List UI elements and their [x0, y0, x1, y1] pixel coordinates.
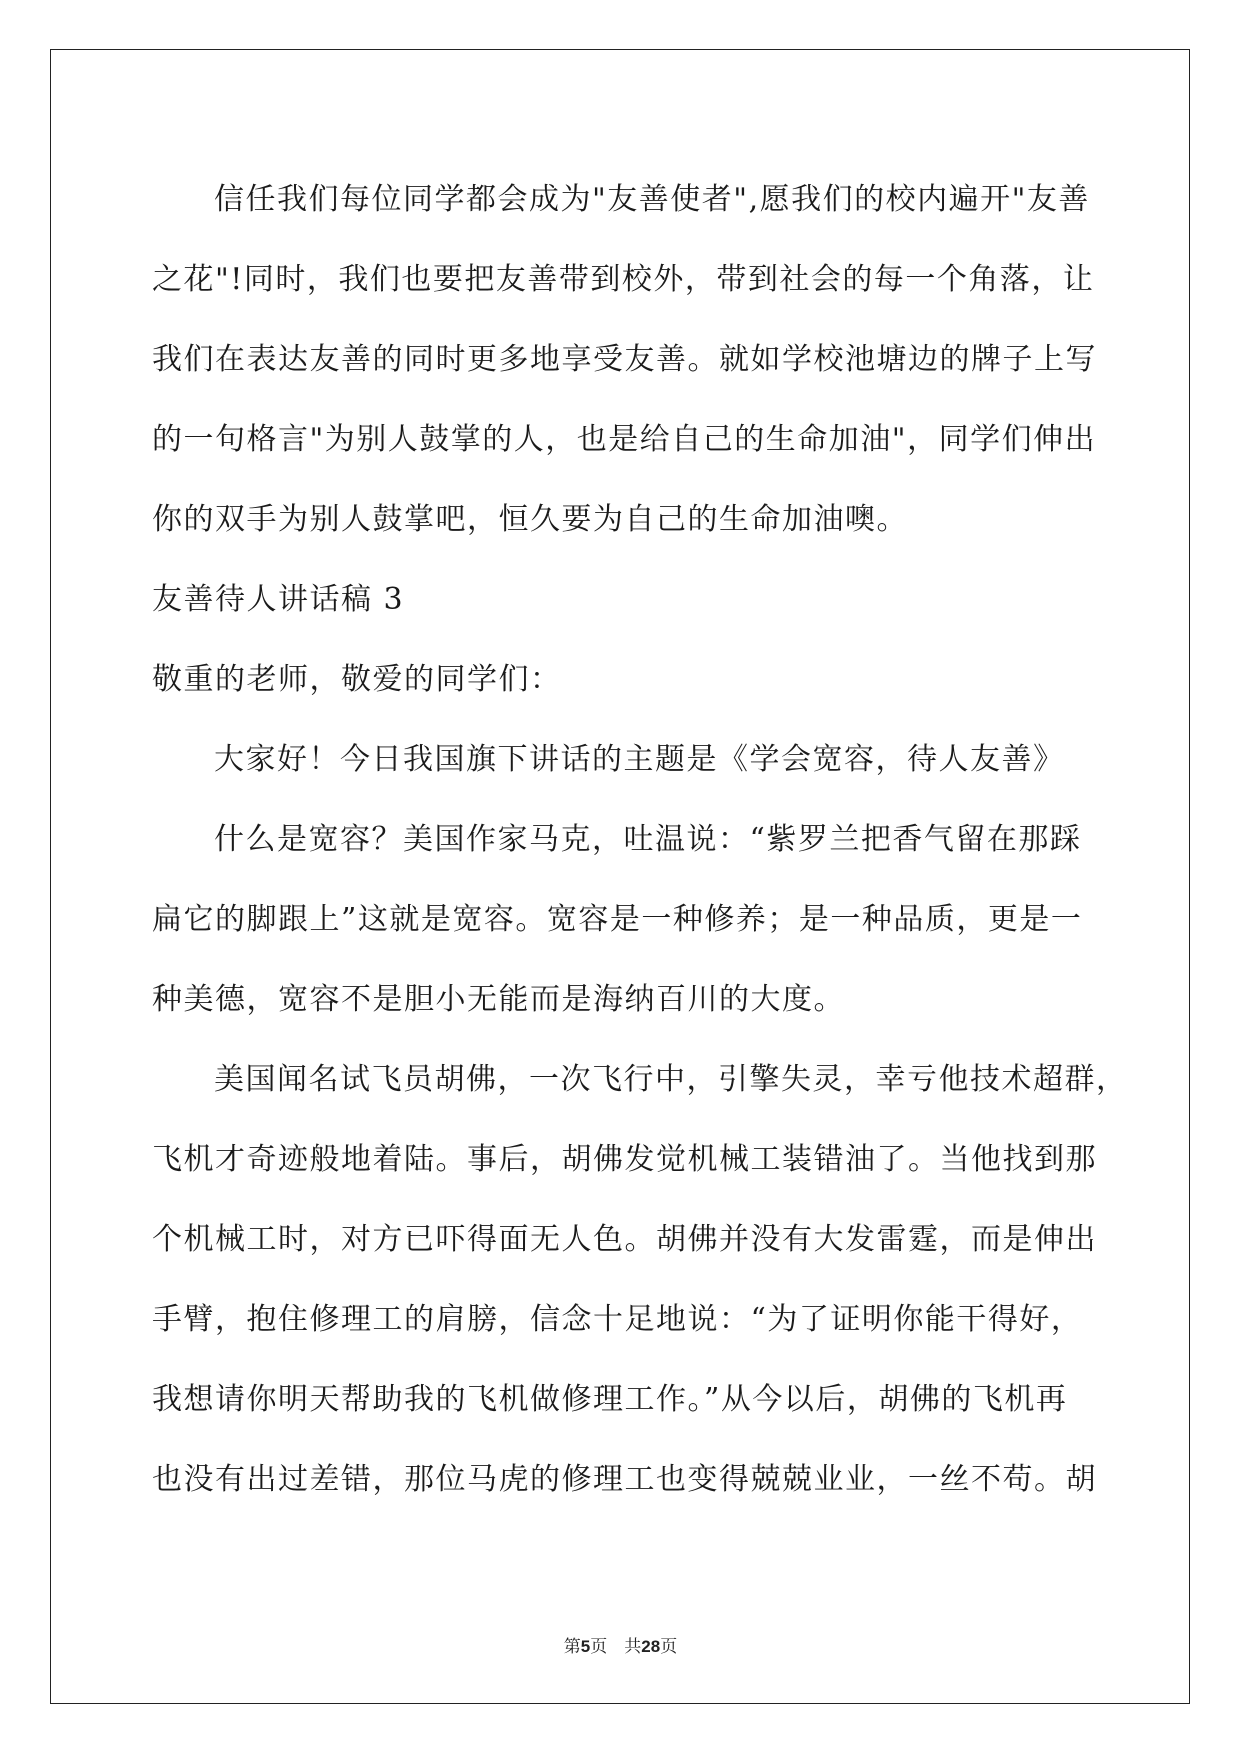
paragraph-line: 大家好！今日我国旗下讲话的主题是《学会宽容，待人友善》 — [214, 742, 1065, 777]
footer-page-number: 5 — [580, 1637, 591, 1656]
paragraph-line: 我想请你明天帮助我的飞机做修理工作。”从今以后，胡佛的飞机再 — [152, 1382, 1068, 1417]
paragraph-line: 什么是宽容？美国作家马克，吐温说：“紫罗兰把香气留在那踩 — [214, 822, 1082, 857]
section-heading: 友善待人讲话稿 3 — [152, 582, 405, 617]
footer-total-pages: 28 — [641, 1637, 661, 1656]
paragraph-line: 的一句格言"为别人鼓掌的人，也是给自己的生命加油"，同学们伸出 — [152, 422, 1097, 457]
paragraph-line: 手臂，抱住修理工的肩膀，信念十足地说：“为了证明你能干得好， — [152, 1302, 1083, 1337]
document-body — [152, 160, 1128, 1520]
paragraph-line: 信任我们每位同学都会成为"友善使者",愿我们的校内遍开"友善 — [214, 182, 1090, 217]
page-footer — [0, 1632, 1241, 1657]
paragraph-line: 美国闻名试飞员胡佛，一次飞行中，引擎失灵，幸亏他技术超群， — [214, 1062, 1128, 1097]
paragraph-line: 你的双手为别人鼓掌吧，恒久要为自己的生命加油噢。 — [152, 502, 908, 537]
paragraph-line: 也没有出过差错，那位马虎的修理工也变得兢兢业业，一丝不苟。胡 — [152, 1462, 1097, 1497]
salutation: 敬重的老师，敬爱的同学们： — [152, 662, 562, 697]
paragraph-line: 种美德，宽容不是胆小无能而是海纳百川的大度。 — [152, 982, 845, 1017]
footer-prefix: 第 — [563, 1637, 581, 1656]
paragraph-line: 飞机才奇迹般地着陆。事后，胡佛发觉机械工装错油了。当他找到那 — [152, 1142, 1097, 1177]
paragraph-line: 个机械工时，对方已吓得面无人色。胡佛并没有大发雷霆，而是伸出 — [152, 1222, 1097, 1257]
paragraph-line: 扁它的脚跟上”这就是宽容。宽容是一种修养；是一种品质，更是一 — [152, 902, 1083, 937]
footer-mid: 页 共 — [590, 1637, 642, 1656]
paragraph-line: 之花"!同时，我们也要把友善带到校外，带到社会的每一个角落，让 — [152, 262, 1095, 297]
paragraph-line: 我们在表达友善的同时更多地享受友善。就如学校池塘边的牌子上写 — [152, 342, 1097, 377]
footer-suffix: 页 — [660, 1637, 678, 1656]
